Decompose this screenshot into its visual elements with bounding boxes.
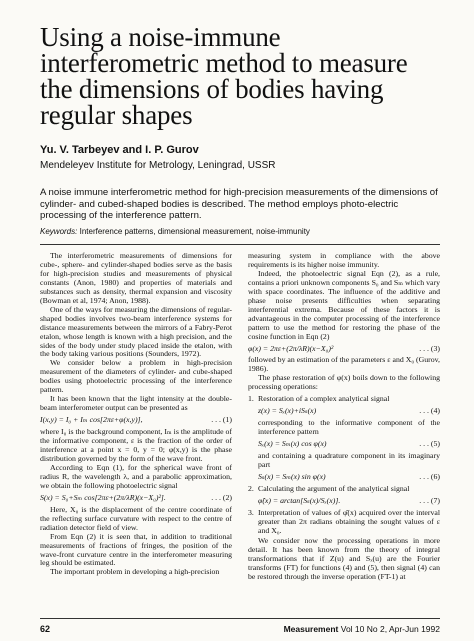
processing-step-3 [248,509,440,536]
equation-expression: φ̂(x) = arctan[Sₛ(x)/Sₓ(x)]. [258,495,341,505]
equation-2 [40,494,232,503]
authors: Yu. V. Tarbeyev and I. P. Gurov [40,144,199,156]
affiliation: Mendeleyev Institute for Metrology, Leningrad, USSR [40,160,276,171]
equation-4 [248,407,440,416]
journal-citation [256,624,440,634]
paragraph: It has been known that the light intensity at the double-beam interferometer output can be presented as [40,394,232,413]
section-divider [40,244,440,245]
paragraph: The important problem in developing a high-precision [50,567,220,577]
equation-expression: Sₛ(x) = Sₘ(x) sin φ(x) [258,471,326,481]
page-number: 62 [40,624,51,634]
processing-step-2 [248,485,440,494]
step-text: Restoration of a complex analytical signal [258,394,390,404]
paragraph: Here, X₀ is the displacement of the centre coordinate of the reflecting surface curvature with respect to the centre of radiation detector field of view. [40,504,232,532]
step-text: and containing a quadrature component in its imaginary part [258,451,440,470]
footer-divider [40,618,440,619]
paragraph: measuring system in compliance with the above requirements is its higher noise immunity. [248,251,440,269]
journal-issue: Vol 10 No 2, Apr-Jun 1992 [340,624,440,634]
keywords [40,227,440,236]
equation-expression: Sₓ(x) = Sₘ(x) cos φ(x) [258,439,327,449]
equation-number: . . . (4) [419,406,440,416]
equation-6 [248,473,440,482]
equation-7 [248,497,440,506]
equation-number: . . . (1) [211,415,232,425]
equation-number: . . . (5) [419,439,440,449]
equation-number: . . . (3) [419,343,440,353]
paragraph: One of the ways for measuring the dimensions of regular-shaped bodies involves two-beam interference systems for distance measurements between the mirrors of a Fabry-Perot etalon, whose length is known with a high precision, and the sides of the body under study placed inside the etalon, with the body taking various positions (Sounders, 1972). [40,304,232,359]
keywords-text: Interference patterns, dimensional measurement, noise-immunity [79,227,310,236]
step-number: 1. [248,394,254,404]
paragraph: followed by an estimation of the parameters ε and X₀ (Gurov, 1986). [248,355,440,374]
equation-expression: I(x,y) = I₀ + Iₘ cos[2πε+φ(x,y)], [40,415,143,425]
body-column-left [40,252,232,577]
step-number: 3. [248,507,254,517]
paragraph: where I₀ is the background component, Iₘ is the amplitude of the informative component, ε is the fraction of the order of interference at a point x = 0, y = 0; φ(x,y) is the phase distribution governed by the form of the wave front. [40,427,232,463]
step-text: Interpretation of values of φ̂(x) acquired over the interval greater than 2π radians obtaining the sought values of ε and X₀. [258,507,440,535]
paragraph: The phase restoration of φ(x) boils down to the following processing operations: [248,373,440,392]
processing-step-1 [248,395,440,404]
article-title: Using a noise-immune interferometric method to measure the dimensions of bodies having regular shapes [40,22,408,130]
paragraph: The interferometric measurements of dimensions for cube-, sphere- and cylinder-shaped bodies serve as the basis for high-precision studies and measurements of physical constants (Anon, 1980) and properties of materials and substances such as density, thermal expansion and viscosity (Bowman et al, 1974; Anon, 1988). [40,251,232,305]
equation-expression: φ(x) = 2πε+(2π/λR)(x−X₀)² [248,343,334,353]
step-number: 2. [248,483,254,493]
body-column-right [248,252,440,581]
keywords-label: Keywords: [40,227,78,236]
equation-number: . . . (2) [211,492,232,502]
equation-5 [248,440,440,449]
abstract: A noise immune interferometric method for high-precision measurements of the dimensions of cylinder- and cubed-shaped bodies is described. The method employs photo-electric processing of the interference pattern. [40,187,438,222]
equation-1 [40,416,232,425]
step-text: Calculating the argument of the analytical signal [258,483,410,493]
paragraph: We consider below a problem in high-precision measurement of the diameters of cylinder- and cube-shaped bodies using photoelectric processing of the interference pattern. [40,358,232,395]
equation-3 [248,345,440,354]
paragraph: From Eqn (2) it is seen that, in addition to traditional measurements of fractions of fringes, the position of the wave-front curvature centre in the interferometer measuring leg should be estimated. [40,531,232,568]
equation-expression: z(x) = Sₓ(x)+iSₛ(x) [258,406,317,416]
step-text: corresponding to the informative component of the interference pattern [258,418,440,437]
journal-name: Measurement [283,624,339,634]
paragraph: Indeed, the photoelectric signal Eqn (2), as a rule, contains a priori unknown components S₀ and Sₘ which vary with space coordinates. The influence of the additive and phase noise presents difficulties when separating interferential extrema. Because of these factors it is advantageous in the computer processing of the interference pattern to use the method for restoring the phase of the cosine function in Eqn (2) [248,268,440,341]
equation-number: . . . (6) [419,471,440,481]
equation-expression: S(x) = S₀+Sₘ cos[2πε+(2π/λR)(x−X₀)²]. [40,492,166,502]
equation-number: . . . (7) [419,495,440,505]
paragraph: We consider now the processing operations in more detail. It has been known from the theory of integral transformations that if Z(u) and Sₓ(u) are the Fourier transforms (FT) for functions (4) and (5), then signal (4) can be restored through the inverse operation (FT-1) at [248,535,440,581]
paragraph: According to Eqn (1), for the spherical wave front of radius R, the wavelength λ, and a parabolic approximation, we obtain the following photoelectric signal [40,462,232,490]
